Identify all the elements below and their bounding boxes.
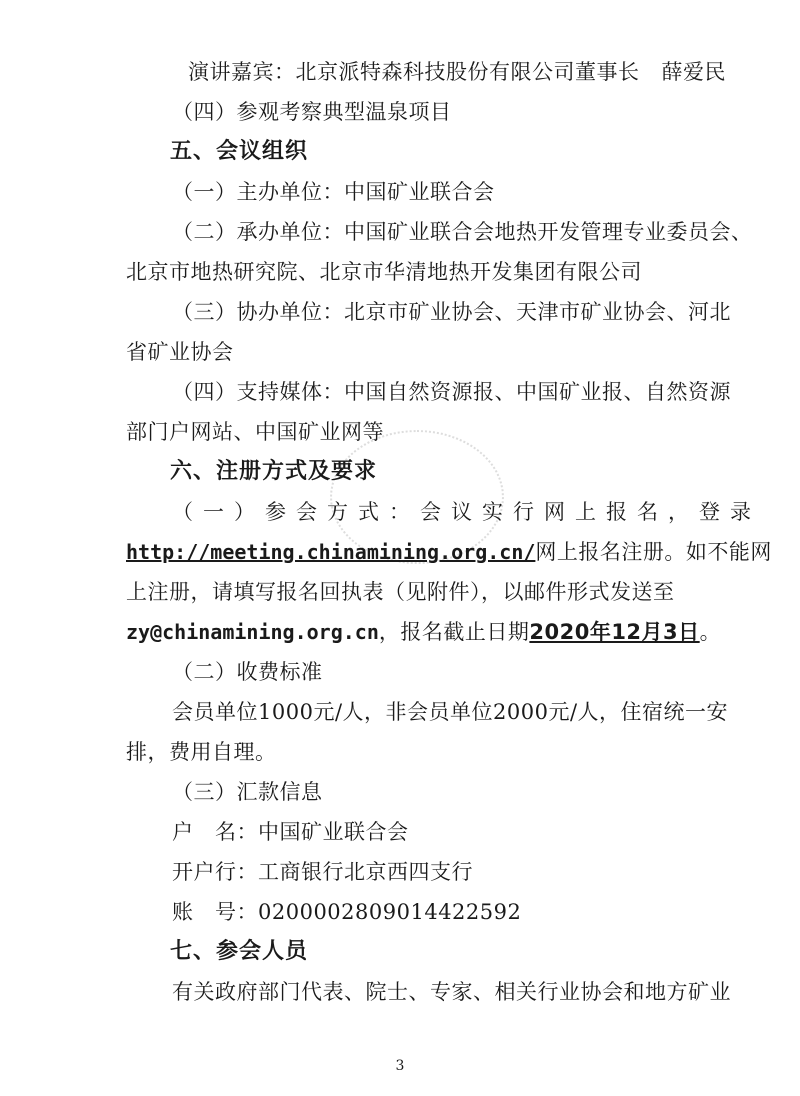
registration-text: （一）参会方式：会议实行网上报名，登录 [172, 500, 761, 524]
fee-line-1: 会员单位1000元/人，非会员单位2000元/人，住宿统一安 [172, 700, 729, 724]
registration-line-2 [126, 537, 772, 567]
registration-line-3: 上注册，请填写报名回执表（见附件），以邮件形式发送至 [126, 580, 675, 604]
registration-line-4-mid: ，报名截止日期 [378, 620, 530, 644]
registration-deadline: 2020年12月3日 [529, 620, 700, 644]
registration-url-link[interactable]: http://meeting.chinamining.org.cn/ [126, 540, 536, 564]
registration-email[interactable]: zy@chinamining.org.cn [126, 620, 379, 644]
speaker-name: 薛爱民 [661, 60, 726, 84]
bank-value: 工商银行北京西四支行 [258, 860, 473, 884]
speaker-label: 演讲嘉宾： [188, 60, 296, 84]
speaker-line [188, 57, 726, 87]
page-number: 3 [395, 1058, 405, 1074]
fee-title: （二）收费标准 [172, 660, 323, 684]
account-name-value: 中国矿业联合会 [258, 820, 409, 844]
account-number-label: 账 号： [172, 900, 258, 924]
remit-title: （三）汇款信息 [172, 780, 323, 804]
media-line-1: （四）支持媒体：中国自然资源报、中国矿业报、自然资源 [172, 380, 731, 404]
bank-label: 开户行： [172, 860, 258, 884]
item-visit: （四）参观考察典型温泉项目 [172, 100, 452, 124]
co-organizer-line-1: （三）协办单位：北京市矿业协会、天津市矿业协会、河北 [172, 300, 731, 324]
attendees-line-1: 有关政府部门代表、院士、专家、相关行业协会和地方矿业 [172, 980, 731, 1004]
media-line-2: 部门户网站、中国矿业网等 [126, 420, 384, 444]
account-name-label: 户 名： [172, 820, 258, 844]
bank-line [172, 857, 473, 887]
section-5-title: 五、会议组织 [170, 139, 309, 164]
section-6-title: 六、注册方式及要求 [170, 459, 378, 484]
speaker-org: 北京派特森科技股份有限公司董事长 [295, 60, 640, 84]
fee-line-2: 排，费用自理。 [126, 740, 277, 764]
account-name-line [172, 817, 409, 847]
co-organizer-line-2: 省矿业协会 [126, 340, 234, 364]
registration-line-4-end: 。 [699, 620, 722, 644]
host-line-2: 北京市地热研究院、北京市华清地热开发集团有限公司 [126, 260, 642, 284]
registration-line-2-rest: 网上报名注册。如不能网 [535, 540, 772, 564]
organizer-line: （一）主办单位：中国矿业联合会 [172, 180, 495, 204]
account-number-value: 0200002809014422592 [258, 900, 522, 924]
registration-line-4 [126, 617, 721, 647]
account-number-line [172, 897, 521, 927]
registration-line-1 [172, 497, 761, 527]
host-line-1: （二）承办单位：中国矿业联合会地热开发管理专业委员会、 [172, 220, 753, 244]
section-7-title: 七、参会人员 [170, 939, 309, 964]
